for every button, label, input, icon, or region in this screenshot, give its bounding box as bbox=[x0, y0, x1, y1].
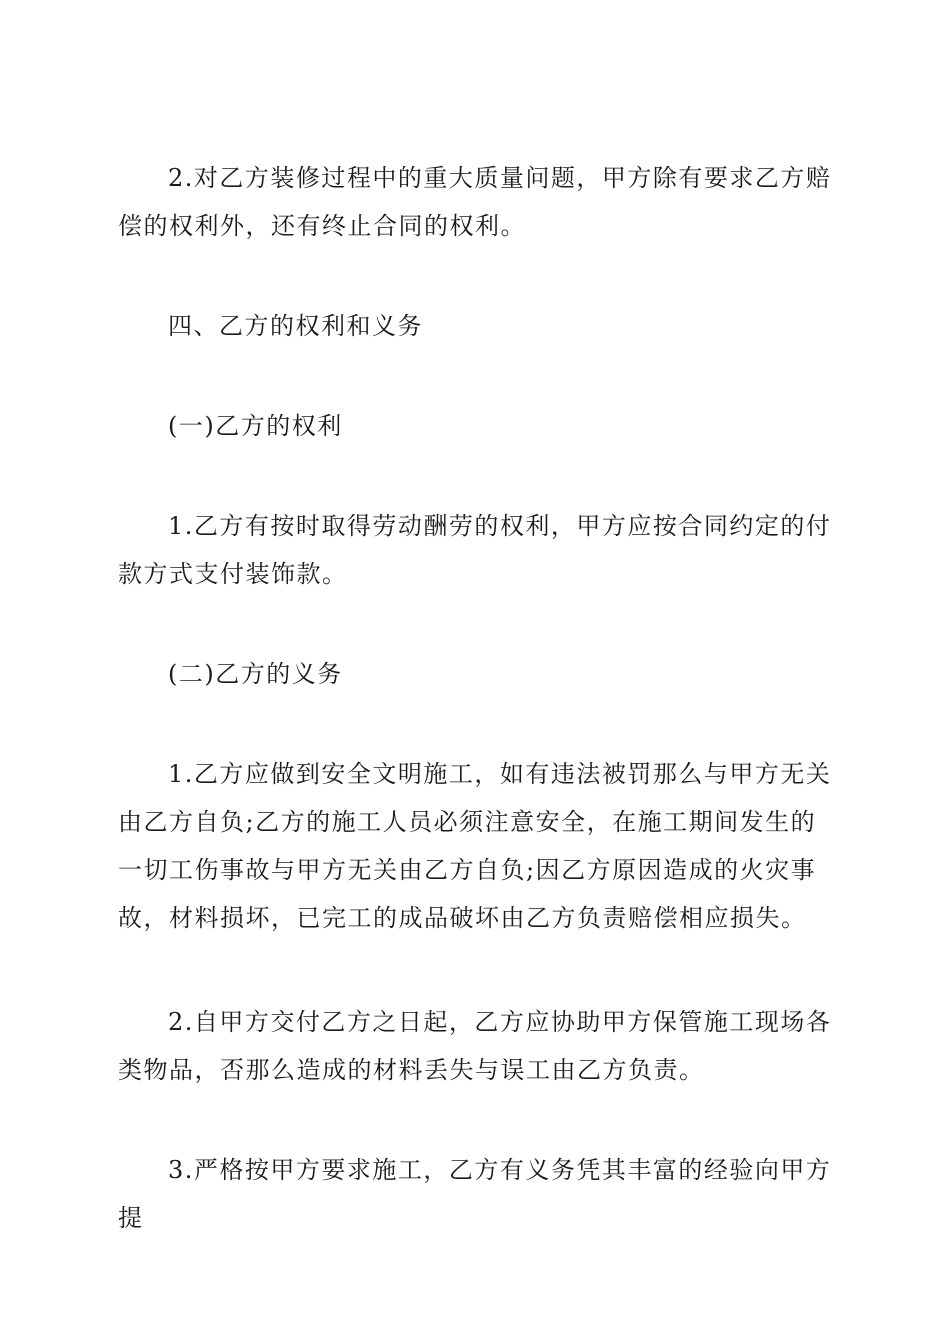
subheading-party-b-rights: (一)乙方的权利 bbox=[168, 412, 343, 440]
paragraph-site-custody-obligation: 2.自甲方交付乙方之日起，乙方应协助甲方保管施工现场各类物品，否那么造成的材料丢失与误工由乙方负责。 bbox=[118, 1008, 832, 1084]
paragraph-payment-right: 1.乙方有按时取得劳动酬劳的权利，甲方应按合同约定的付款方式支付装饰款。 bbox=[118, 512, 832, 588]
section-heading-party-b-rights-obligations: 四、乙方的权利和义务 bbox=[168, 312, 423, 340]
paragraph-quality-termination-right: 2.对乙方装修过程中的重大质量问题，甲方除有要求乙方赔偿的权利外，还有终止合同的权利。 bbox=[118, 164, 832, 240]
subheading-party-b-obligations: (二)乙方的义务 bbox=[168, 660, 343, 688]
paragraph-safety-obligation: 1.乙方应做到安全文明施工，如有违法被罚那么与甲方无关由乙方自负;乙方的施工人员必须注意安全，在施工期间发生的一切工伤事故与甲方无关由乙方自负;因乙方原因造成的火灾事故，材料损坏，已完工的成品破坏由乙方负责赔偿相应损失。 bbox=[118, 760, 832, 932]
paragraph-construction-requirement: 3.严格按甲方要求施工，乙方有义务凭其丰富的经验向甲方提 bbox=[118, 1156, 832, 1232]
